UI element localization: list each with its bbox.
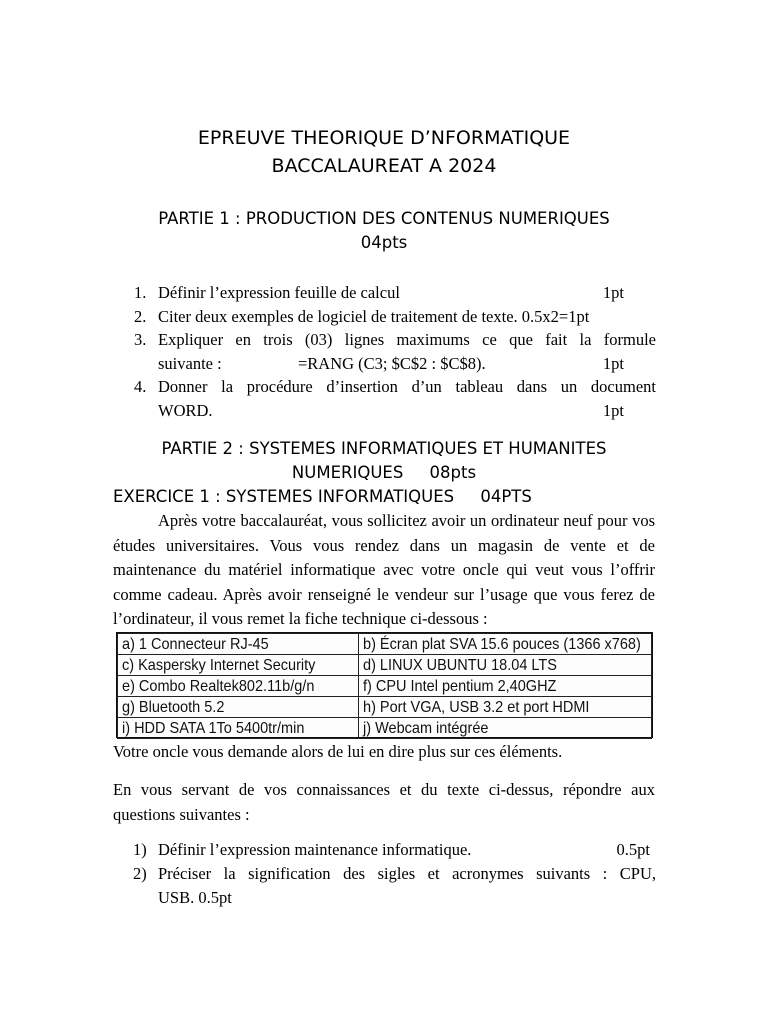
partie2-points: NUMERIQUES 08pts	[291, 463, 477, 482]
question-item: 2) Préciser la signification des sigles et acronymes suivants : CPU, USB. 0.5pt	[133, 864, 656, 907]
partie1-question-list	[112, 281, 656, 422]
exam-title: EPREUVE THEORIQUE D’NFORMATIQUE	[197, 127, 571, 149]
question-points: 1pt	[602, 353, 624, 373]
partie2-question-list	[112, 838, 656, 910]
question-item: 2. Citer deux exemples de logiciel de traitement de texte. 0.5x2=1pt	[134, 306, 590, 326]
fiche-technique	[116, 632, 653, 738]
exercice-title: EXERCICE 1 : SYSTEMES INFORMATIQUES 04PTS	[113, 487, 532, 506]
question-points: 1pt	[602, 283, 624, 302]
table-row: e) Combo Realtek802.11b/g/n f) CPU Intel pentium 2,40GHZ	[118, 676, 652, 697]
partie1-points: 04pts	[360, 233, 408, 252]
question-points: 0.5pt	[616, 840, 650, 859]
paragraph-oncle: Votre oncle vous demande alors de lui en dire plus sur ces éléments.	[113, 742, 563, 761]
table-row: a) 1 Connecteur RJ-45 b) Écran plat SVA 15.6 pouces (1366 x768)	[118, 634, 652, 655]
question-item: 1) Définir l’expression maintenance informatique. 0.5pt	[112, 838, 656, 862]
table-row: i) HDD SATA 1To 5400tr/min j) Webcam intégrée	[118, 718, 652, 739]
question-points: 1pt	[602, 400, 624, 420]
formula: =RANG (C3; $C$2 : $C$8).	[298, 353, 486, 373]
question-item: 1. Définir l’expression feuille de calcul 1pt	[112, 281, 656, 305]
partie1-heading: PARTIE 1 : PRODUCTION DES CONTENUS NUMERIQUES	[158, 209, 610, 228]
table-row: g) Bluetooth 5.2 h) Port VGA, USB 3.2 et port HDMI	[118, 697, 652, 718]
table-row: c) Kaspersky Internet Security d) LINUX UBUNTU 18.04 LTS	[118, 655, 652, 676]
question-item: 4. Donner la procédure d’insertion d’un tableau dans un document WORD. 1pt	[112, 375, 656, 422]
intro-paragraph: Après votre baccalauréat, vous sollicitez avoir un ordinateur neuf pour vos études universitaires. Vous vous rendez dans un magasin de vente et de maintenance du matériel informatique avec votre oncle qui veut vous l’offrir comme cadeau. Après avoir renseigné le vendeur sur l’usage que vous ferez de l’ordinateur, il vous remet la fiche technique ci-dessous :	[113, 511, 655, 628]
exam-subtitle: BACCALAUREAT A 2024	[271, 155, 497, 177]
paragraph-consigne: En vous servant de vos connaissances et du texte ci-dessus, répondre aux questions suivantes :	[113, 780, 655, 824]
partie2-heading: PARTIE 2 : SYSTEMES INFORMATIQUES ET HUMANITES	[161, 439, 607, 458]
question-item: 3. Expliquer en trois (03) lignes maximums ce que fait la formule suivante : =RANG (C3; $C$2 : $C$8). 1pt	[112, 328, 656, 375]
